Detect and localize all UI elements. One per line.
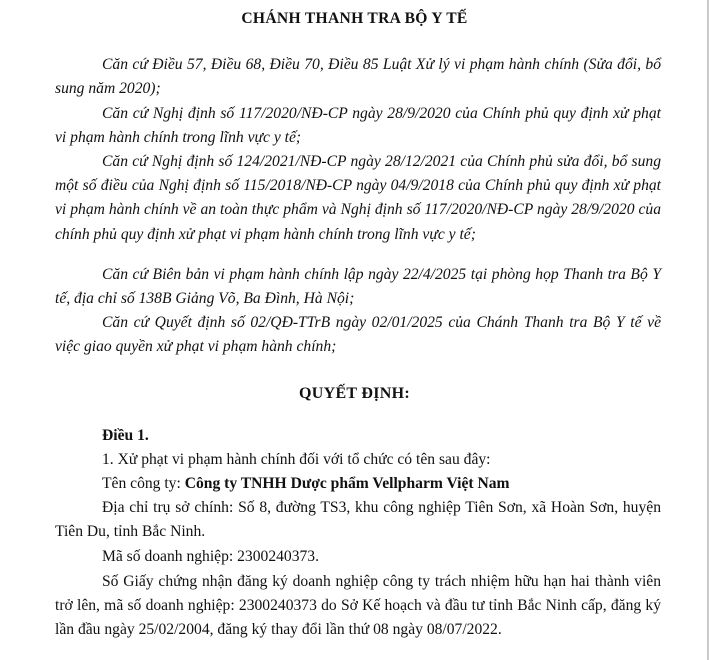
article-item-1: 1. Xử phạt vi phạm hành chính đối với tổ chức có tên sau đây: bbox=[102, 451, 491, 468]
company-address: Địa chỉ trụ sở chính: Số 8, đường TS3, khu công nghiệp Tiên Sơn, xã Hoàn Sơn, huyện Tiên Du, tỉnh Bắc Ninh. bbox=[55, 499, 661, 541]
company-name: Công ty TNHH Dược phẩm Vellpharm Việt Nam bbox=[184, 475, 510, 492]
company-tax-code: Mã số doanh nghiệp: 2300240373. bbox=[102, 548, 319, 565]
company-label: Tên công ty: bbox=[102, 475, 185, 492]
legal-basis-paragraph-1: Căn cứ Điều 57, Điều 68, Điều 70, Điều 85 Luật Xử lý vi phạm hành chính (Sửa đổi, bổ sung năm 2020); bbox=[55, 56, 661, 98]
decision-heading: QUYẾT ĐỊNH: bbox=[298, 385, 411, 402]
document-title: CHÁNH THANH TRA BỘ Y TẾ bbox=[241, 10, 468, 27]
company-line bbox=[55, 472, 661, 496]
business-registration: Số Giấy chứng nhận đăng ký doanh nghiệp công ty trách nhiệm hữu hạn hai thành viên trở lên, mã số doanh nghiệp: 2300240373 do Sở Kế hoạch và đầu tư tỉnh Bắc Ninh cấp, đăng ký lần đầu ngày 25/02/2004, đăng ký thay đổi lần thứ 08 ngày 08/07/2022. bbox=[55, 573, 661, 639]
legal-basis-paragraph-4: Căn cứ Biên bản vi phạm hành chính lập ngày 22/4/2025 tại phòng họp Thanh tra Bộ Y tế, địa chỉ số 138B Giảng Võ, Ba Đình, Hà Nội; bbox=[55, 266, 661, 308]
article-label: Điều 1. bbox=[102, 427, 149, 444]
legal-basis-paragraph-5: Căn cứ Quyết định số 02/QĐ-TTrB ngày 02/01/2025 của Chánh Thanh tra Bộ Y tế về việc giao quyền xử phạt vi phạm hành chính; bbox=[55, 314, 661, 356]
legal-basis-paragraph-2: Căn cứ Nghị định số 117/2020/NĐ-CP ngày 28/9/2020 của Chính phủ quy định xử phạt vi phạm hành chính trong lĩnh vực y tế; bbox=[55, 105, 661, 147]
legal-basis-paragraph-3: Căn cứ Nghị định số 124/2021/NĐ-CP ngày 28/12/2021 của Chính phủ sửa đổi, bổ sung một số điều của Nghị định số 115/2018/NĐ-CP ngày 04/9/2018 của Chính phủ quy định xử phạt vi phạm hành chính về an toàn thực phẩm và Nghị định số 117/2020/NĐ-CP ngày 28/9/2020 của chính phủ quy định xử phạt vi phạm hành chính trong lĩnh vực y tế; bbox=[55, 153, 661, 243]
